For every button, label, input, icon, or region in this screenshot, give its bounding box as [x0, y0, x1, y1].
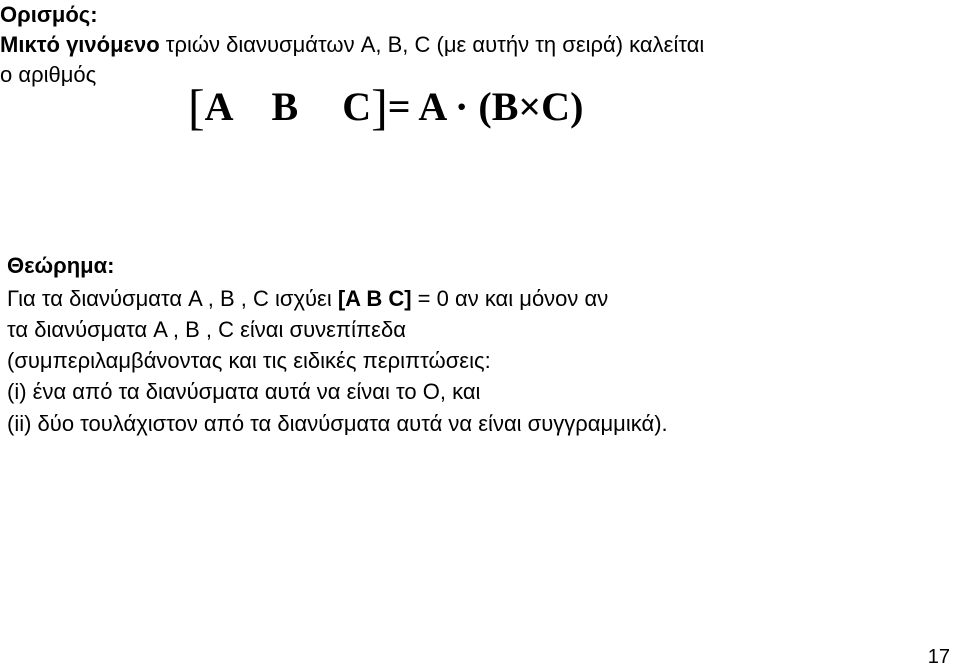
definition-line-1 — [0, 32, 704, 58]
theorem-line-1-bracket: [A B C] — [337, 286, 412, 311]
theorem-line-5: (ii) δύο τουλάχιστον από τα διανύσματα αυτά να είναι συγγραμμικά). — [7, 411, 668, 436]
definition-line-1-rest: τριών διανυσμάτων A, B, C (με αυτήν τη σειρά) καλείται — [159, 32, 705, 57]
formula-close-bracket: ] — [371, 79, 388, 135]
theorem-line-1-pre: Για τα διανύσματα A , B , C ισχύει — [7, 286, 338, 311]
definition-line-2: ο αριθμός — [0, 62, 97, 87]
theorem-line-2: τα διανύσματα A , B , C είναι συνεπίπεδα — [7, 317, 406, 342]
formula-a: A — [204, 84, 234, 129]
formula-open-bracket: [ — [188, 79, 205, 135]
page-number: 17 — [927, 646, 950, 668]
definition-heading: Ορισμός: — [0, 2, 98, 27]
mixed-product-formula — [188, 78, 583, 136]
theorem-line-3: (συμπεριλαμβάνοντας και τις ειδικές περιπτώσεις: — [7, 348, 491, 373]
theorem-heading: Θεώρημα: — [7, 253, 115, 278]
theorem-line-4: (i) ένα από τα διανύσματα αυτά να είναι το O, και — [7, 379, 481, 404]
theorem-line-1 — [7, 286, 608, 312]
formula-rhs: = A · (B×C) — [387, 84, 584, 129]
theorem-line-1-post: = 0 αν και μόνον αν — [411, 286, 609, 311]
formula-b: B — [271, 84, 299, 129]
definition-term: Μικτό γινόμενο — [0, 32, 160, 57]
formula-c: C — [342, 84, 372, 129]
